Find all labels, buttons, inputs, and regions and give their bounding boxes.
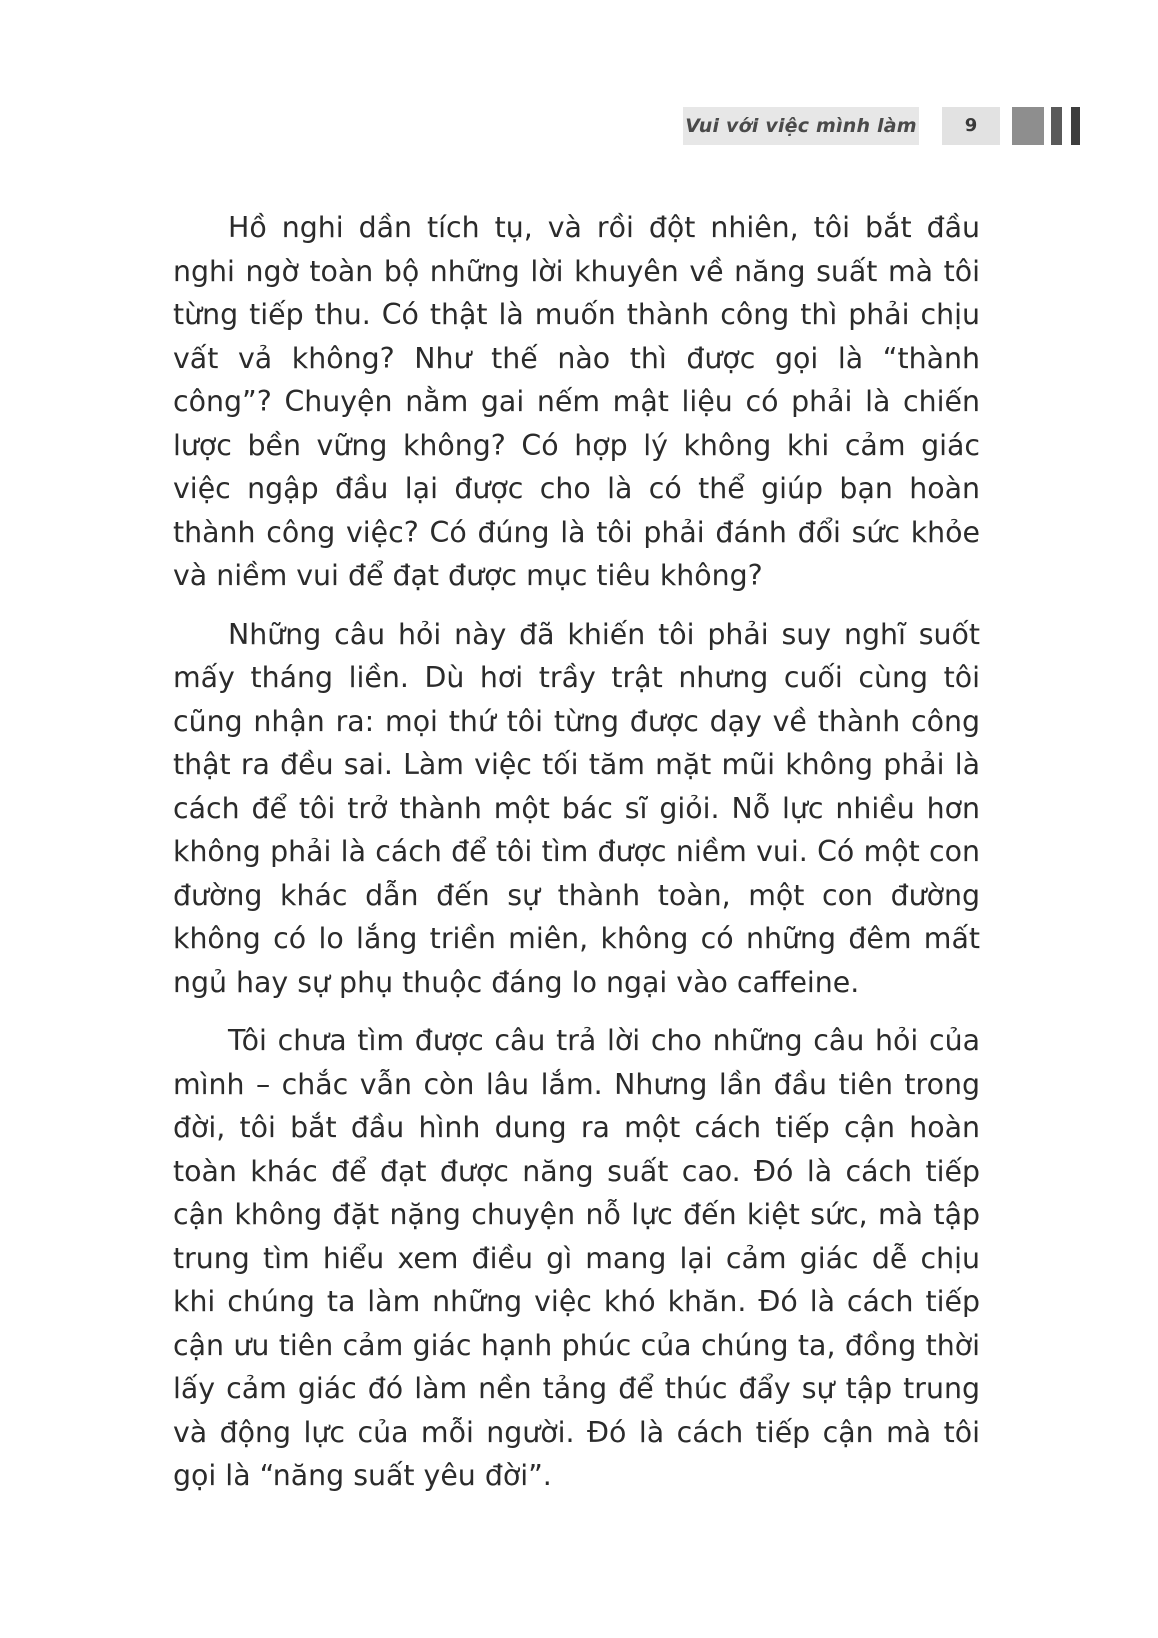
paragraph: Những câu hỏi này đã khiến tôi phải suy nghĩ suốt mấy tháng liền. Dù hơi trầy trật nhưng cuối cùng tôi cũng nhận ra: mọi thứ tôi từng được dạy về thành công thật ra đều sai. Làm việc tối tăm mặt mũi không phải là cách để tôi trở thành một bác sĩ giỏi. Nỗ lực nhiều hơn không phải là cách để tôi tìm được niềm vui. Có một con đường khác dẫn đến sự thành toàn, một con đường không có lo lắng triền miên, không có những đêm mất ngủ hay sự phụ thuộc đáng lo ngại vào caffeine. [173, 617, 980, 999]
body-text [173, 206, 980, 1513]
page-number: 9 [942, 107, 1000, 145]
decorative-bar-wide [1012, 107, 1044, 145]
decorative-bar-narrow [1071, 107, 1080, 145]
paragraph: Tôi chưa tìm được câu trả lời cho những câu hỏi của mình – chắc vẫn còn lâu lắm. Nhưng lần đầu tiên trong đời, tôi bắt đầu hình dung ra một cách tiếp cận hoàn toàn khác để đạt được năng suất cao. Đó là cách tiếp cận không đặt nặng chuyện nỗ lực đến kiệt sức, mà tập trung tìm hiểu xem điều gì mang lại cảm giác dễ chịu khi chúng ta làm những việc khó khăn. Đó là cách tiếp cận ưu tiên cảm giác hạnh phúc của chúng ta, đồng thời lấy cảm giác đó làm nền tảng để thúc đẩy sự tập trung và động lực của mỗi người. Đó là cách tiếp cận mà tôi gọi là “năng suất yêu đời”. [173, 1024, 980, 1492]
paragraph: Hồ nghi dần tích tụ, và rồi đột nhiên, tôi bắt đầu nghi ngờ toàn bộ những lời khuyên về năng suất mà tôi từng tiếp thu. Có thật là muốn thành công thì phải chịu vất vả không? Như thế nào thì được gọi là “thành công”? Chuyện nằm gai nếm mật liệu có phải là chiến lược bền vững không? Có hợp lý không khi cảm giác việc ngập đầu lại được cho là có thể giúp bạn hoàn thành công việc? Có đúng là tôi phải đánh đổi sức khỏe và niềm vui để đạt được mục tiêu không? [173, 211, 980, 592]
running-title: Vui với việc mình làm [683, 107, 919, 145]
page-header [0, 107, 1158, 145]
decorative-bar-medium [1051, 107, 1062, 145]
